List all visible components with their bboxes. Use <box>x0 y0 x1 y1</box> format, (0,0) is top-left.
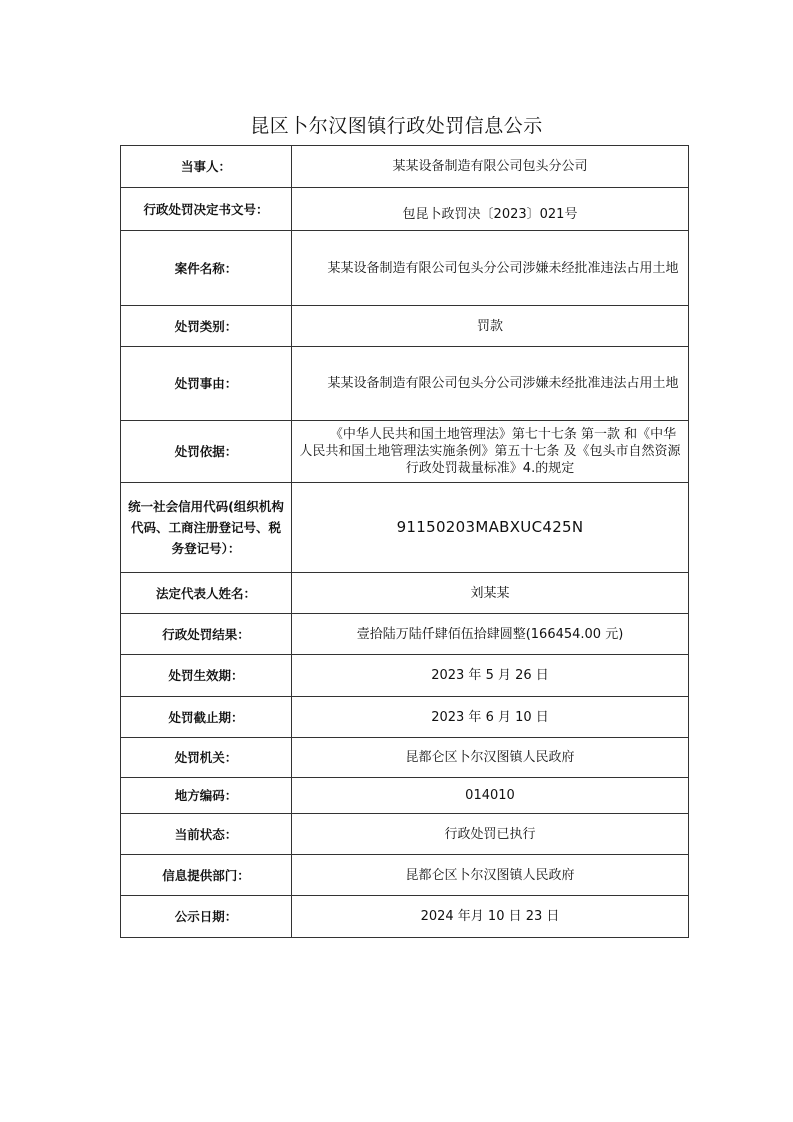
penalty-result-value: 壹拾陆万陆仟肆佰伍拾肆圆整(166454.00 元) <box>292 614 689 655</box>
table-row <box>121 421 689 483</box>
penalty-type-value: 罚款 <box>292 306 689 347</box>
status-label: 当前状态： <box>121 814 292 855</box>
table-row <box>121 738 689 778</box>
authority-value: 昆都仑区卜尔汉图镇人民政府 <box>292 738 689 778</box>
credit-code-value: 91150203MABXUC425N <box>292 483 689 573</box>
effective-date-value: 2023 年 5 月 26 日 <box>292 655 689 697</box>
table-row <box>121 697 689 738</box>
region-code-label: 地方编码： <box>121 778 292 814</box>
table-row <box>121 146 689 188</box>
end-date-value: 2023 年 6 月 10 日 <box>292 697 689 738</box>
publish-date-label: 公示日期： <box>121 896 292 938</box>
table-row <box>121 614 689 655</box>
provider-label: 信息提供部门： <box>121 855 292 896</box>
publish-date-value: 2024 年月 10 日 23 日 <box>292 896 689 938</box>
legal-rep-value: 刘某某 <box>292 573 689 614</box>
case-name-value: 某某设备制造有限公司包头分公司涉嫌未经批准违法占用土地 <box>292 231 689 306</box>
table-row <box>121 855 689 896</box>
effective-date-label: 处罚生效期： <box>121 655 292 697</box>
penalty-basis-value: 《中华人民共和国土地管理法》第七十七条 第一款 和《中华人民共和国土地管理法实施条例》第五十七条 及《包头市自然资源行政处罚裁量标准》4.的规定 <box>292 421 689 483</box>
penalty-reason-value: 某某设备制造有限公司包头分公司涉嫌未经批准违法占用土地 <box>292 347 689 421</box>
penalty-basis-label: 处罚依据： <box>121 421 292 483</box>
penalty-result-label: 行政处罚结果： <box>121 614 292 655</box>
table-row <box>121 573 689 614</box>
table-row <box>121 814 689 855</box>
penalty-info-table <box>120 145 689 938</box>
status-value: 行政处罚已执行 <box>292 814 689 855</box>
penalty-type-label: 处罚类别： <box>121 306 292 347</box>
table-row <box>121 655 689 697</box>
table-row <box>121 483 689 573</box>
table-row <box>121 188 689 231</box>
decision-number-value: 包昆卜政罚决〔2023〕021号 <box>292 188 689 231</box>
decision-number-label: 行政处罚决定书文号： <box>121 188 292 231</box>
credit-code-label: 统一社会信用代码(组织机构代码、工商注册登记号、税务登记号）： <box>121 483 292 573</box>
table-row <box>121 306 689 347</box>
document-title: 昆区卜尔汉图镇行政处罚信息公示 <box>250 115 543 137</box>
end-date-label: 处罚截止期： <box>121 697 292 738</box>
party-label: 当事人： <box>121 146 292 188</box>
provider-value: 昆都仑区卜尔汉图镇人民政府 <box>292 855 689 896</box>
penalty-reason-label: 处罚事由： <box>121 347 292 421</box>
table-row <box>121 347 689 421</box>
region-code-value: 014010 <box>292 778 689 814</box>
authority-label: 处罚机关： <box>121 738 292 778</box>
table-row <box>121 231 689 306</box>
party-value: 某某设备制造有限公司包头分公司 <box>292 146 689 188</box>
table-row <box>121 778 689 814</box>
case-name-label: 案件名称： <box>121 231 292 306</box>
table-row <box>121 896 689 938</box>
legal-rep-label: 法定代表人姓名： <box>121 573 292 614</box>
